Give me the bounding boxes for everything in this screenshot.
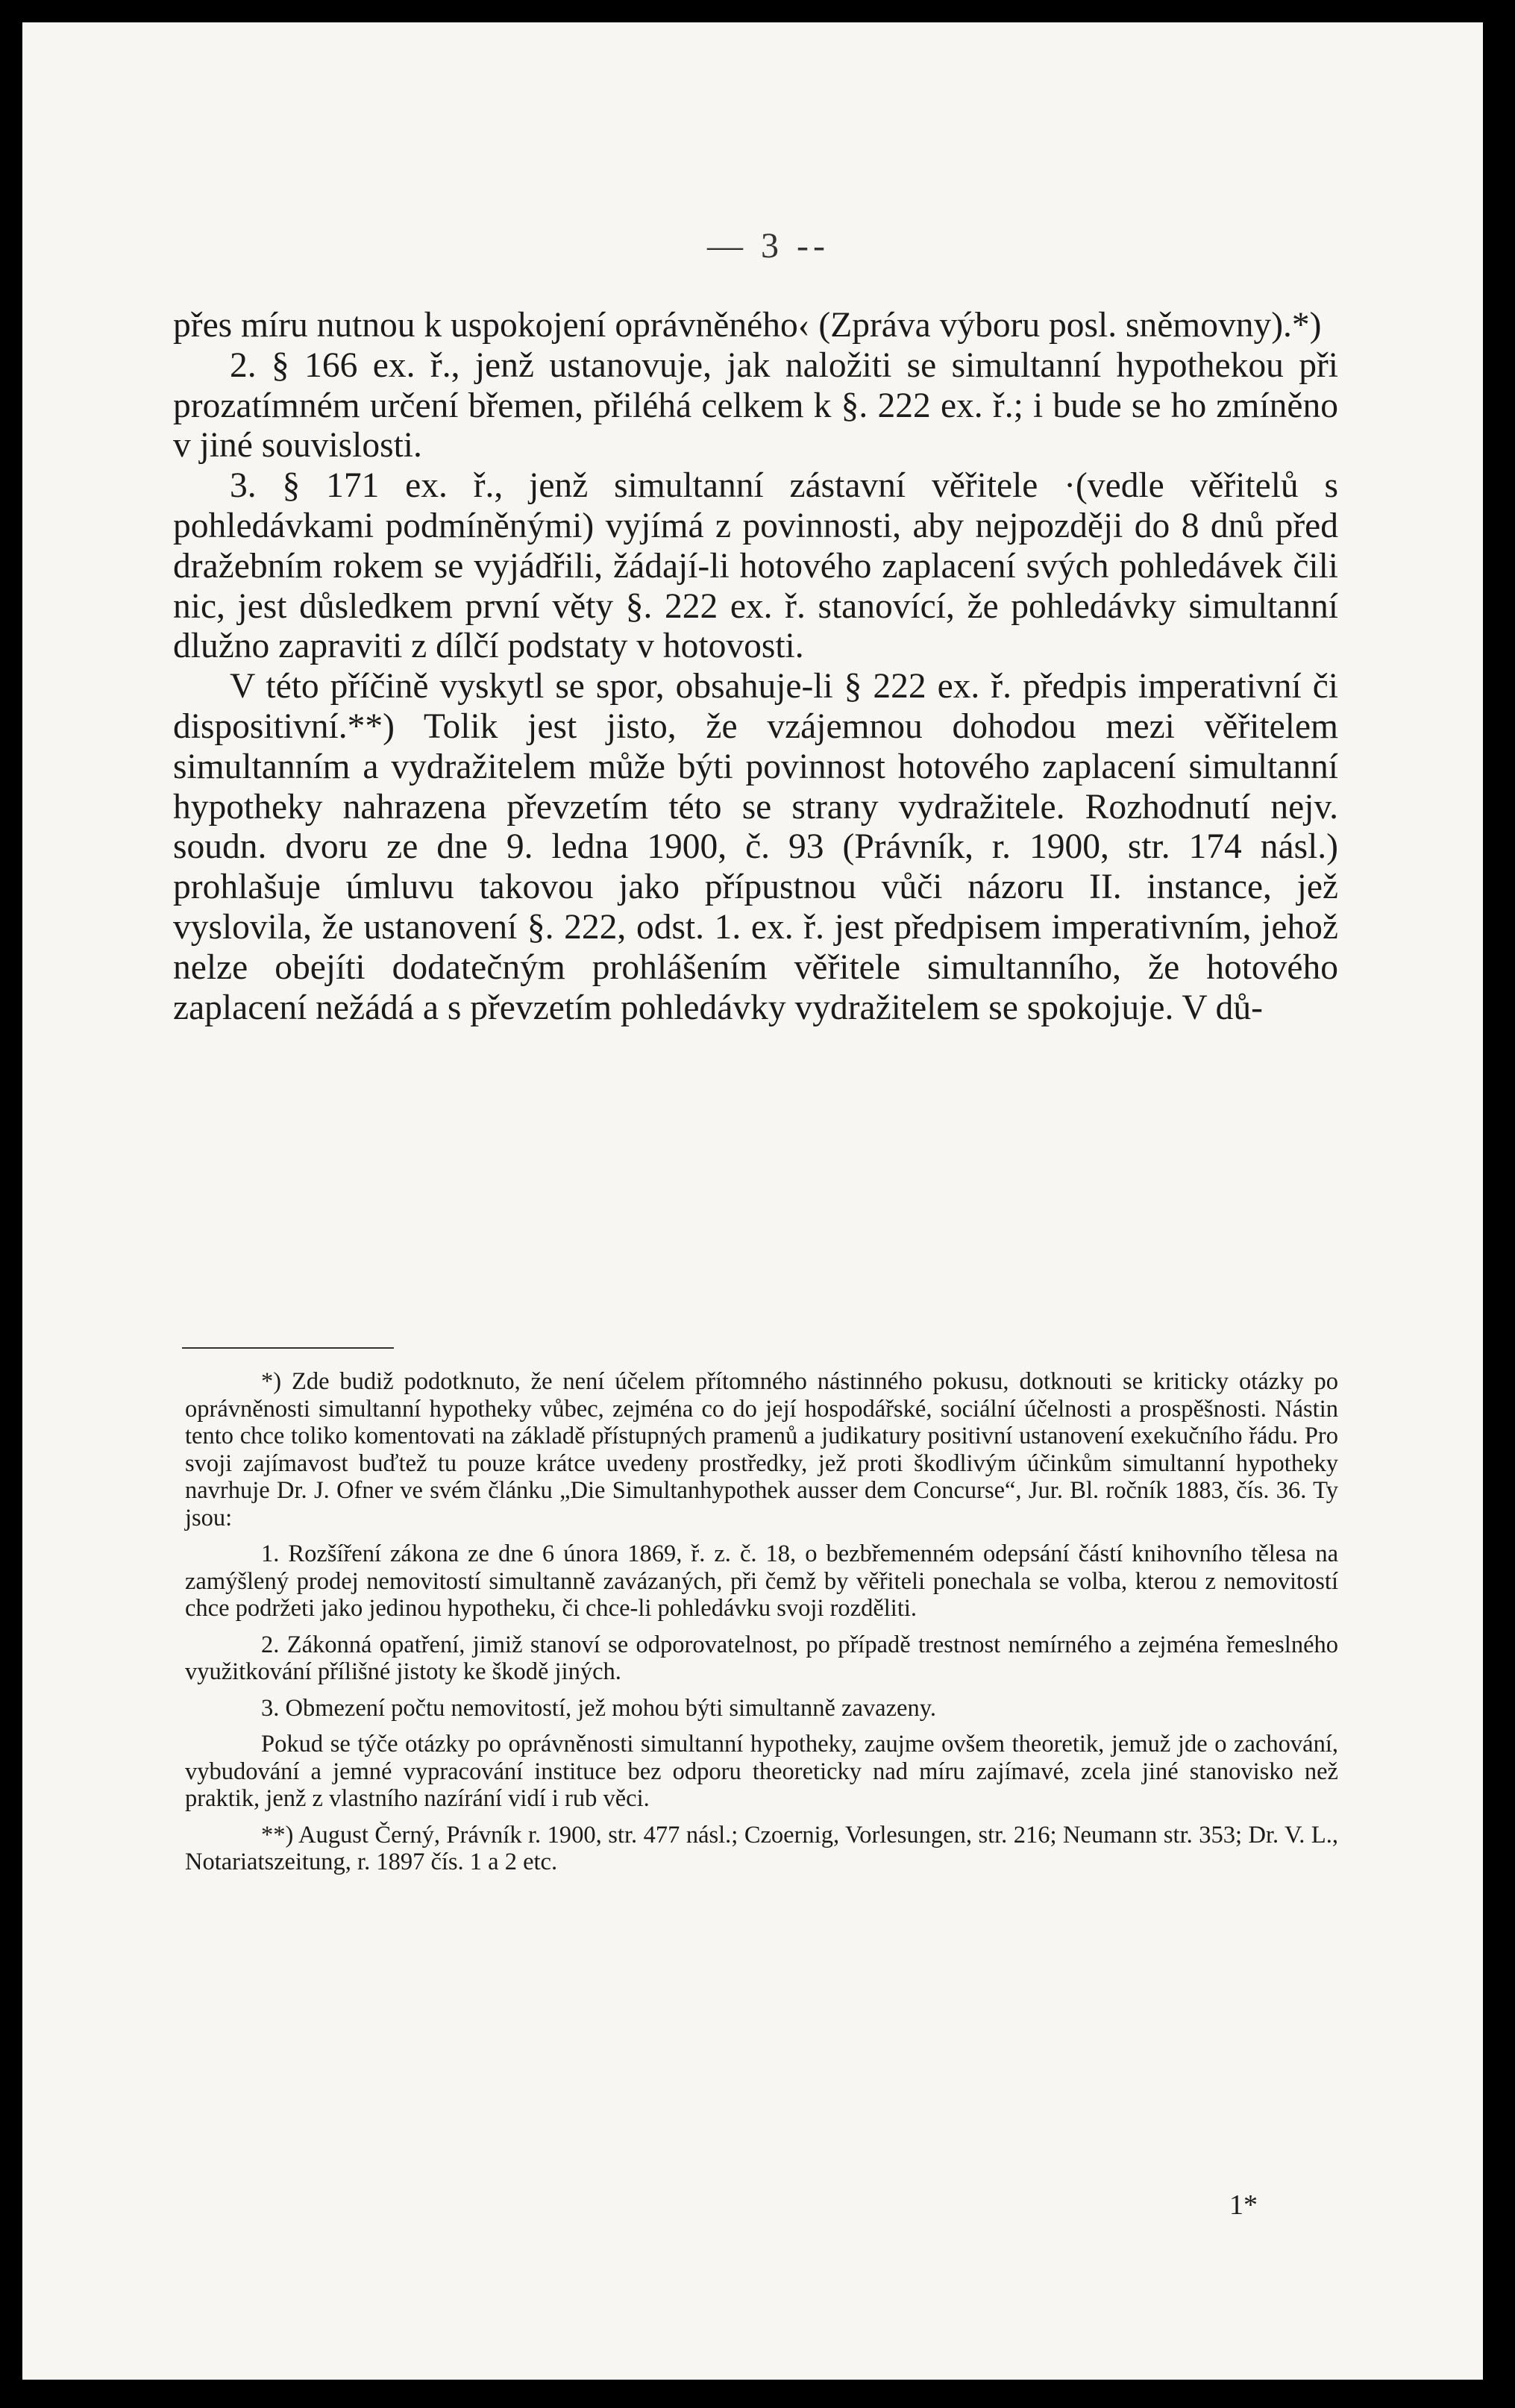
page-number: — 3 -- <box>707 226 829 266</box>
footnote: Pokud se týče otázky po oprávněnosti simultanní hypotheky, zaujme ovšem theoretik, jemuž jde o zachování, vybudování a jemné vypracování instituce bez odporu theoreticky nad míru zajímavé, zcela jiné stanovisko než praktik, jenž z vlastního nazírání vidí i rub věci. <box>185 1731 1338 1812</box>
paragraph: 2. § 166 ex. ř., jenž ustanovuje, jak naložiti se simultanní hypothekou při prozatímném určení břemen, přiléhá celkem k §. 222 ex. ř.; i bude se ho zmíněno v jiné souvislosti. <box>173 345 1338 465</box>
main-text <box>173 306 1338 1028</box>
document-page <box>22 22 1483 2380</box>
paragraph: přes míru nutnou k uspokojení oprávněného‹ (Zpráva výboru posl. sněmovny).*) <box>173 306 1322 345</box>
footnote: **) August Černý, Právník r. 1900, str. 477 násl.; Czoernig, Vorlesungen, str. 216; Neumann str. 353; Dr. V. L., Notariatszeitung, r. 1897 čís. 1 a 2 etc. <box>185 1821 1338 1875</box>
paragraph: 3. § 171 ex. ř., jenž simultanní zástavní věřitele ·(vedle věřitelů s pohledávkami podmíněnými) vyjímá z povinnosti, aby nejpozději do 8 dnů před dražebním rokem se vyjádřili, žádají-li hotového zaplacení svých pohledávek čili nic, jest důsledkem první věty §. 222 ex. ř. stanovící, že pohledávky simultanní dlužno zapraviti z dílčí podstaty v hotovosti. <box>173 466 1338 666</box>
footnote: 1. Rozšíření zákona ze dne 6 února 1869, ř. z. č. 18, o bezbřemenném odepsání částí knihovního tělesa na zamýšlený prodej nemovitostí simultanně zavázaných, při čemž by věřiteli ponechala se volba, kterou z nemovitostí chce podržeti jako jedinou hypotheku, či chce-li pohledávku svoji rozděliti. <box>185 1540 1338 1622</box>
footnote: 2. Zákonná opatření, jimiž stanoví se odporovatelnost, po případě trestnost nemírného a zejména řemeslného využitkování přílišné jistoty ke škodě jiných. <box>185 1631 1338 1685</box>
footnote: *) Zde budiž podotknuto, že není účelem přítomného nástinného pokusu, dotknouti se kriticky otázky po oprávněnosti simultanní hypotheky vůbec, zejména co do její hospodářské, sociální účelnosti a prospěšnosti. Nástin tento chce toliko komentovati na základě přístupných pramenů a judikatury positivní ustanovení exekučního řádu. Pro svoji zajímavost buďtež tu pouze krátce uvedeny prostředky, jež proti škodlivým účinkům simultanní hypotheky navrhuje Dr. J. Ofner ve svém článku „Die Simultanhypothek ausser dem Concurse“, Jur. Bl. ročník 1883, čís. 36. Ty jsou: <box>185 1368 1338 1531</box>
paragraph: V této příčině vyskytl se spor, obsahuje-li § 222 ex. ř. předpis imperativní či dispositivní.**) Tolik jest jisto, že vzájemnou dohodou mezi věřitelem simultanním a vydražitelem může býti povinnost hotového zaplacení simultanní hypotheky nahrazena převzetím této se strany vydražitele. Rozhodnutí nejv. soudn. dvoru ze dne 9. ledna 1900, č. 93 (Právník, r. 1900, str. 174 násl.) prohlašuje úmluvu takovou jako přípustnou vůči názoru II. instance, jež vyslovila, že ustanovení §. 222, odst. 1. ex. ř. jest předpisem imperativním, jehož nelze obejíti dodatečným prohlášením věřitele simultanního, že hotového zaplacení nežádá a s převzetím pohledávky vydražitelem se spokojuje. V dů- <box>173 667 1338 1027</box>
signature-mark: 1* <box>1229 2189 1258 2221</box>
footnote-separator <box>182 1347 394 1349</box>
footnote: 3. Obmezení počtu nemovitostí, jež mohou býti simultanně zavazeny. <box>261 1694 936 1722</box>
footnotes <box>185 1368 1338 1876</box>
